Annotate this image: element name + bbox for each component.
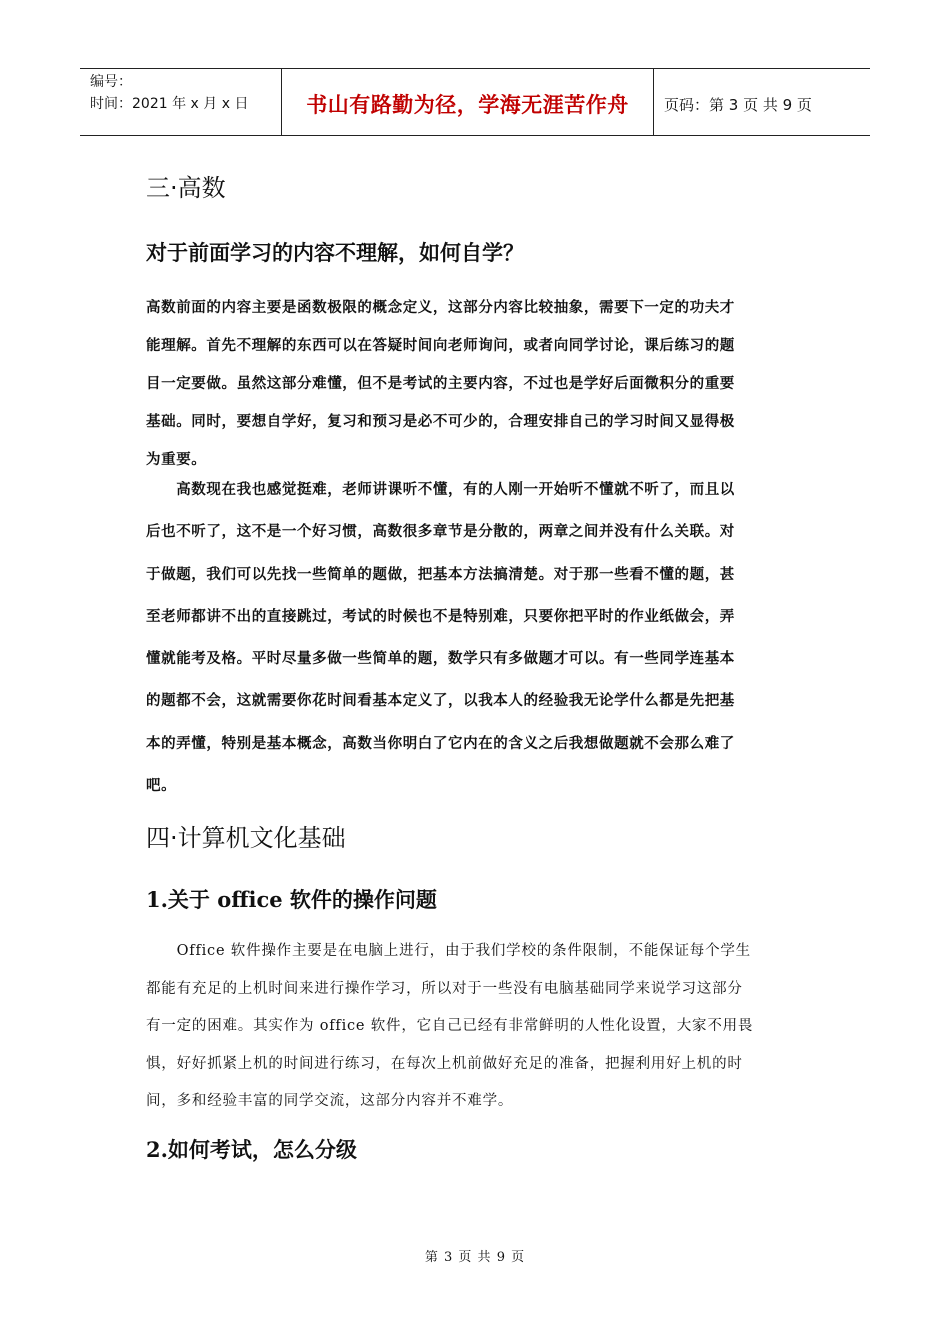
text-line: 高数前面的内容主要是函数极限的概念定义，这部分内容比较抽象，需要下一定的功夫才 — [146, 299, 735, 316]
section-3-paragraph-1 — [146, 289, 806, 479]
text-line: 于做题，我们可以先找一些简单的题做，把基本方法搞清楚。对于那一些看不懂的题，甚 — [146, 565, 735, 583]
header-page-info: 页码：第 3 页 共 9 页 — [664, 95, 812, 114]
text-line: 惧，好好抓紧上机的时间进行练习，在每次上机前做好充足的准备，把握利用好上机的时 — [146, 1055, 743, 1072]
text-line: 基础。同时，要想自学好，复习和预习是必不可少的，合理安排自己的学习时间又显得极 — [146, 413, 735, 430]
text-line: Office 软件操作主要是在电脑上进行，由于我们学校的条件限制，不能保证每个学生 — [146, 943, 751, 959]
text-line: 吧。 — [146, 777, 177, 795]
header-motto: 书山有路勤为径，学海无涯苦作舟 — [282, 69, 654, 135]
section-4-title: 四·计算机文化基础 — [146, 824, 346, 852]
text-line: 间，多和经验丰富的同学交流，这部分内容并不难学。 — [146, 1093, 514, 1109]
text-line: 能理解。首先不理解的东西可以在答疑时间向老师询问，或者向同学讨论，课后练习的题 — [146, 337, 735, 354]
text-line: 高数现在我也感觉挺难，老师讲课听不懂，有的人刚一开始听不懂就不听了，而且以 — [146, 481, 735, 498]
text-line: 目一定要做。虽然这部分难懂，但不是考试的主要内容，不过也是学好后面微积分的重要 — [146, 375, 735, 392]
page-footer: 第 3 页 共 9 页 — [424, 1250, 526, 1265]
section-4-subtitle-1: 1.关于 office 软件的操作问题 — [146, 887, 437, 912]
section-3-paragraph-2 — [146, 469, 806, 807]
text-line: 本的弄懂，特别是基本概念，高数当你明白了它内在的含义之后我想做题就不会那么难了 — [146, 734, 735, 752]
text-line: 后也不听了，这不是一个好习惯，高数很多章节是分散的，两章之间并没有什么关联。对 — [146, 523, 735, 541]
text-line: 懂就能考及格。平时尽量多做一些简单的题，数学只有多做题才可以。有一些同学连基本 — [146, 650, 735, 668]
text-line: 的题都不会，这就需要你花时间看基本定义了，以我本人的经验我无论学什么都是先把基 — [146, 692, 735, 710]
section-3-title: 三·高数 — [146, 174, 226, 202]
header-meta — [80, 69, 282, 135]
section-4-subtitle-2: 2.如何考试，怎么分级 — [146, 1137, 357, 1162]
section-4-paragraph-1 — [146, 933, 806, 1121]
text-line: 有一定的困难。其实作为 office 软件，它自己已经有非常鲜明的人性化设置，大家不用畏 — [146, 1018, 754, 1034]
text-line: 至老师都讲不出的直接跳过，考试的时候也不是特别难，只要你把平时的作业纸做会，弄 — [146, 607, 735, 625]
section-3-subtitle: 对于前面学习的内容不理解，如何自学？ — [146, 240, 524, 265]
date-label: 时间：2021 年 x 月 x 日 — [90, 96, 249, 112]
text-line: 为重要。 — [146, 451, 207, 468]
number-label: 编号： — [90, 74, 132, 90]
text-line: 都能有充足的上机时间来进行操作学习，所以对于一些没有电脑基础同学来说学习这部分 — [146, 980, 743, 997]
header-table — [80, 68, 870, 136]
